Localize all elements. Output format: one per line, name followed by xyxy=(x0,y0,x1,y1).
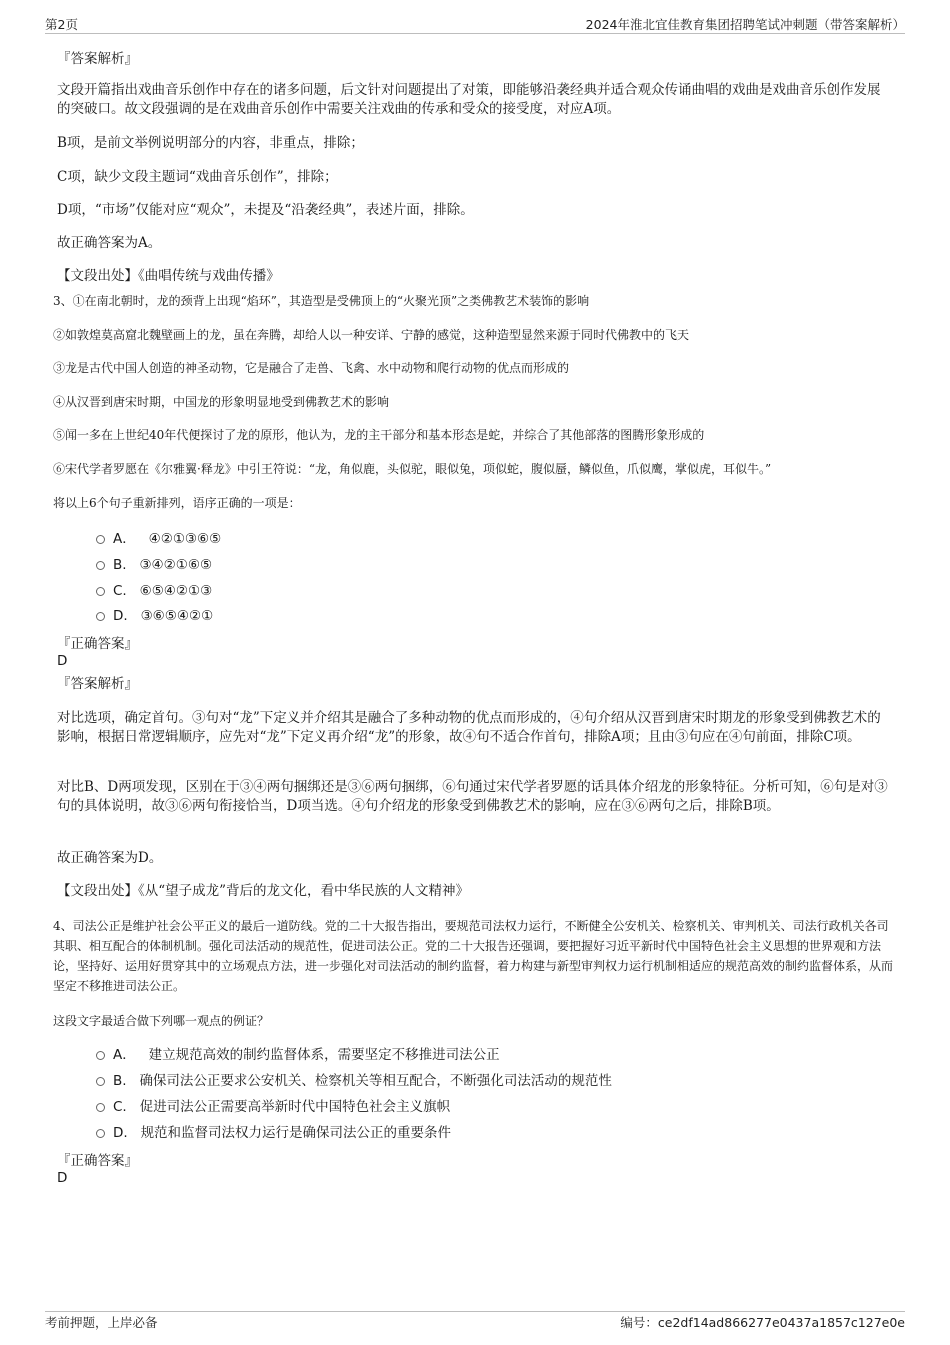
analysis-paragraph: B项，是前文举例说明部分的内容，非重点，排除； xyxy=(57,135,364,151)
analysis-paragraph: 对比B、D两项发现，区别在于③④两句捆绑还是③⑥两句捆绑，⑥句通过宋代学者罗愿的话具体介绍龙的形象特征。分析可知，⑥句是对③句的具体说明，故③⑥两句衔接恰当，D项当选。④句介绍龙的形象受到佛教艺术的影响，应在③⑥两句之后，排除B项。 xyxy=(57,779,888,814)
option-a[interactable]: A． 建立规范高效的制约监督体系，需要坚定不移推进司法公正 xyxy=(96,1046,500,1065)
footer-divider xyxy=(45,1311,905,1312)
question-prompt: 这段文字最适合做下列哪一观点的例证？ xyxy=(53,1014,270,1028)
radio-icon[interactable] xyxy=(96,587,105,596)
radio-icon[interactable] xyxy=(96,612,105,621)
page-number: 第2页 xyxy=(45,17,78,32)
question-sentence: 3、①在南北朝时，龙的颈背上出现“焰环”，其造型是受佛顶上的“火聚光顶”之类佛教艺术装饰的影响 xyxy=(53,294,590,308)
option-b[interactable]: B. ③④②①⑥⑤ xyxy=(96,556,212,575)
option-a[interactable]: A． ④②①③⑥⑤ xyxy=(96,530,221,549)
document-title: 2024年淮北宜佳教育集团招聘笔试冲刺题（带答案解析） xyxy=(585,17,905,32)
analysis-label: 『答案解析』 xyxy=(57,51,138,67)
source-citation: 【文段出处】《从“望子成龙”背后的龙文化，看中华民族的人文精神》 xyxy=(57,883,470,899)
header-divider xyxy=(45,33,905,34)
analysis-paragraph: 对比选项，确定首句。③句对“龙”下定义并介绍其是融合了多种动物的优点而形成的，④句介绍从汉晋到唐宋时期龙的形象受到佛教艺术的影响，根据日常逻辑顺序，应先对“龙”下定义再介绍“龙”的形象，故④句不适合作首句，排除A项；且由③句应在④句前面，排除C项。 xyxy=(57,710,881,745)
analysis-paragraph: D项，“市场”仅能对应“观众”，未提及“沿袭经典”，表述片面，排除。 xyxy=(57,202,474,218)
option-c[interactable]: C. 促进司法公正需要高举新时代中国特色社会主义旗帜 xyxy=(96,1098,450,1117)
option-d[interactable]: D. ③⑥⑤④②① xyxy=(96,607,213,626)
correct-answer: D xyxy=(57,653,68,669)
footer-slogan: 考前押题，上岸必备 xyxy=(45,1315,158,1330)
radio-icon[interactable] xyxy=(96,535,105,544)
question-stem: 4、司法公正是维护社会公平正义的最后一道防线。党的二十大报告指出，要规范司法权力运行，不断健全公安机关、检察机关、审判机关、司法行政机关各司其职、相互配合的体制机制。强化司法活动的规范性，促进司法公正。党的二十大报告还强调，要把握好习近平新时代中国特色社会主义思想的世界观和方法论，坚持好、运用好贯穿其中的立场观点方法，进一步强化对司法活动的制约监督，着力构建与新型审判权力运行机制相适应的规范高效的制约监督体系，从而坚定不移推进司法公正。 xyxy=(53,919,894,993)
radio-icon[interactable] xyxy=(96,1103,105,1112)
analysis-paragraph: 文段开篇指出戏曲音乐创作中存在的诸多问题，后文针对问题提出了对策，即能够沿袭经典并适合观众传诵曲唱的戏曲是戏曲音乐创作发展的突破口。故文段强调的是在戏曲音乐创作中需要关注戏曲的传承和受众的接受度，对应A项。 xyxy=(57,82,881,117)
question-sentence: ⑥宋代学者罗愿在《尔雅翼·释龙》中引王符说：“龙，角似鹿，头似驼，眼似兔，项似蛇，腹似蜃，鳞似鱼，爪似鹰，掌似虎，耳似牛。” xyxy=(53,462,772,476)
analysis-label: 『答案解析』 xyxy=(57,676,138,692)
answer-conclusion: 故正确答案为A。 xyxy=(57,235,162,251)
correct-answer: D xyxy=(57,1170,68,1186)
question-prompt: 将以上6个句子重新排列，语序正确的一项是： xyxy=(53,496,301,510)
question-sentence: ③龙是古代中国人创造的神圣动物，它是融合了走兽、飞禽、水中动物和爬行动物的优点而形成的 xyxy=(53,361,570,375)
source-citation: 【文段出处】《曲唱传统与戏曲传播》 xyxy=(57,268,280,284)
correct-answer-label: 『正确答案』 xyxy=(57,1153,138,1169)
radio-icon[interactable] xyxy=(96,561,105,570)
option-b[interactable]: B. 确保司法公正要求公安机关、检察机关等相互配合，不断强化司法活动的规范性 xyxy=(96,1072,612,1091)
radio-icon[interactable] xyxy=(96,1051,105,1060)
answer-conclusion: 故正确答案为D。 xyxy=(57,850,163,866)
document-code: 编号：ce2df14ad866277e0437a1857c127e0e xyxy=(620,1315,905,1330)
option-d[interactable]: D. 规范和监督司法权力运行是确保司法公正的重要条件 xyxy=(96,1124,451,1143)
radio-icon[interactable] xyxy=(96,1077,105,1086)
analysis-paragraph: C项，缺少文段主题词“戏曲音乐创作”，排除； xyxy=(57,169,338,185)
correct-answer-label: 『正确答案』 xyxy=(57,636,138,652)
question-sentence: ⑤闻一多在上世纪40年代便探讨了龙的原形，他认为，龙的主干部分和基本形态是蛇，并综合了其他部落的图腾形象形成的 xyxy=(53,428,705,442)
question-sentence: ②如敦煌莫高窟北魏壁画上的龙，虽在奔腾，却给人以一种安详、宁静的感觉，这种造型显然来源于同时代佛教中的飞天 xyxy=(53,328,690,342)
option-c[interactable]: C. ⑥⑤④②①③ xyxy=(96,582,212,601)
question-sentence: ④从汉晋到唐宋时期，中国龙的形象明显地受到佛教艺术的影响 xyxy=(53,395,390,409)
radio-icon[interactable] xyxy=(96,1129,105,1138)
